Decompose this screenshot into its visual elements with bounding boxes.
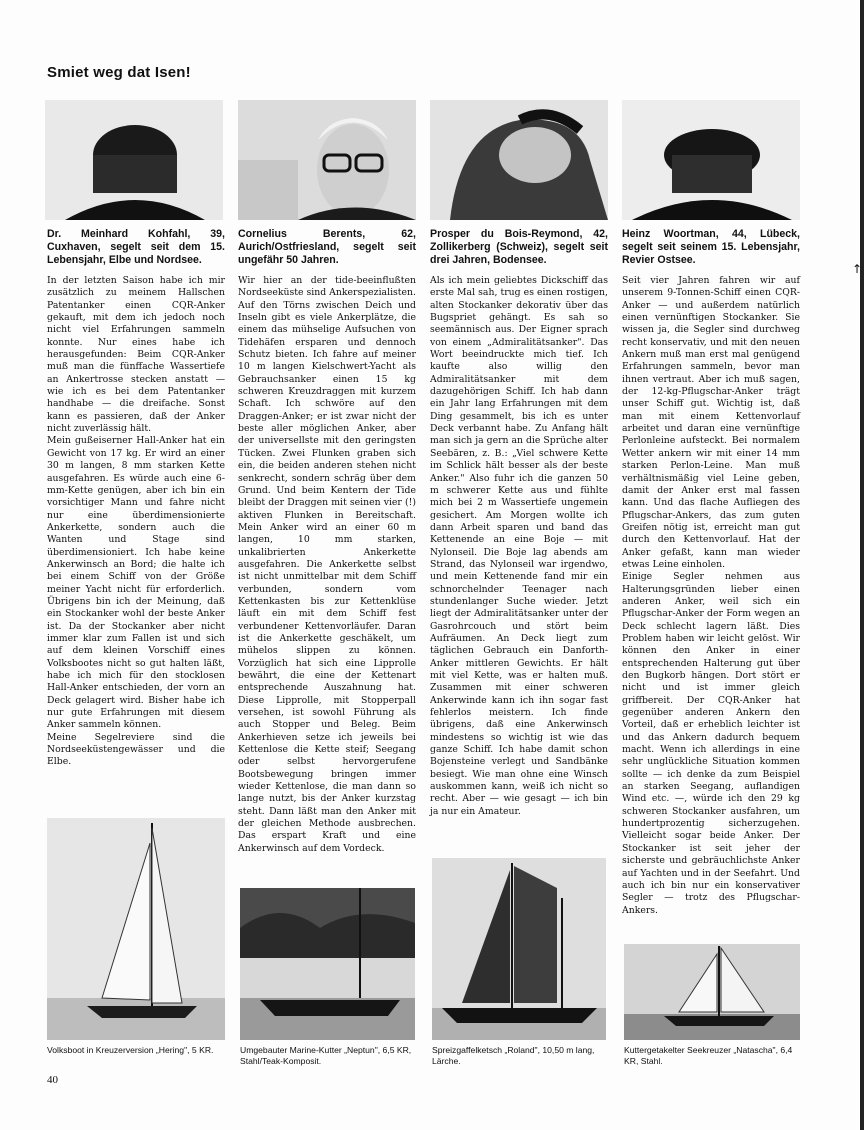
article-text-bois-reymond <box>430 275 608 818</box>
boat-caption-neptun: Umgebauter Marine-Kutter „Neptun", 6,5 KR, Stahl/Teak-Komposit. <box>240 1045 412 1066</box>
paragraph: Mein gußeiserner Hall-Anker hat ein Gewicht von 17 kg. Er wird an einer 30 m langen, 8 mm starken Kette ausgefahren. Es würde auch eine 6-mm-Kette genügen, aber ich bin ein vorsichtiger Mann und fahre nicht nur eine überdimensionierte Ankerkette, sondern auch die Wanten und Stage sind überdimensioniert. Ich habe keine Ankerwinsch an Bord; die halte ich bei einem Schiff von der Größe meiner Yacht nicht für erforderlich. Übrigens bin ich der Meinung, daß ein Stockanker wohl der beste Anker ist. Da der Stockanker aber nicht immer klar zum Fallen ist und sich auf dem kleinen Vorschiff eines Volksbootes nicht so gut halten läßt, habe ich mich für den stocklosen Hall-Anker entschieden, der vorn an Deck gelagert wird. Bisher habe ich nur gute Erfahrungen mit diesem Anker sammeln können. <box>47 435 225 731</box>
caption-kohfahl: Dr. Meinhard Kohfahl, 39, Cuxhaven, segelt seit dem 15. Lebensjahr, Elbe und Nordsee. <box>47 228 225 266</box>
article-text-woortman <box>622 275 800 917</box>
boat-photo-hering <box>47 818 225 1044</box>
page-number: 40 <box>47 1074 58 1086</box>
article-title: Smiet weg dat Isen! <box>47 64 191 81</box>
margin-mark: ↑ <box>851 262 862 276</box>
portrait-photo-woortman <box>622 100 800 220</box>
article-text-kohfahl <box>47 275 225 769</box>
boat-photo-neptun <box>240 888 415 1044</box>
paragraph: In der letzten Saison habe ich mir zusätzlich zu meinem Hallschen Patentanker einen CQR-Anker gekauft, mit dem ich jedoch noch nicht viel Erfahrungen sammeln konnte. Nur eines habe ich herausgefunden: Beim CQR-Anker muß man die fünffache Wassertiefe an Ankertrosse stecken anstatt — wie ich es bei dem Patentanker handhabe — die dreifache. Sonst kann es passieren, daß der Anker nicht zuverlässig hält. <box>47 275 225 435</box>
boat-caption-hering: Volksboot in Kreuzerversion „Hering", 5 KR. <box>47 1045 214 1055</box>
boat-caption-roland: Spreizgaffelketsch „Roland", 10,50 m lang, Lärche. <box>432 1045 595 1066</box>
boat-caption-natascha: Kuttergetakelter Seekreuzer „Natascha", 6,4 KR, Stahl. <box>624 1045 793 1066</box>
portrait-photo-berents <box>238 100 416 220</box>
page-edge-shadow <box>860 0 864 1130</box>
paragraph: Seit vier Jahren fahren wir auf unserem 9-Tonnen-Schiff einen CQR-Anker — und außerdem natürlich einen vernünftigen Stockanker. Sie wissen ja, die Segler sind durchweg recht konservativ, und mit den neuen Ankern muß man erst mal genügend Erfahrungen sammeln, bevor man ihnen vertraut. Aber ich muß sagen, der 12-kg-Pflugschar-Anker trägt unser Schiff gut. Wichtig ist, daß man mit einem Kettenvorlauf arbeitet und daran eine vernünftige Perlonleine aufsteckt. Bei normalem Wetter ankern wir mit einer 14 mm starken Perlon-Leine. Man muß verhältnismäßig viel Leine geben, damit der Anker erst mal fassen kann. Und das flache Aufliegen des Pflugschar-Ankers, das zum guten Greifen nötig ist, erreicht man gut durch den Kettenvorlauf. Hat der Anker gefaßt, kann man wieder etwas Leine einholen. <box>622 275 800 570</box>
paragraph: Wir hier an der tide-beeinflußten Nordseeküste sind Ankerspezialisten. Auf den Törns zwischen Deich und Inseln gibt es viele Ankerplätze, die einem das mühselige Aufsuchen von Tidehäfen ersparen und dennoch Schutz bieten. Ich fahre auf meiner 10 m langen Kielschwert-Yacht als Gebrauchsanker einen 15 kg schweren Kreuzdraggen mit kurzem Schaft. Ich schwöre auf den Draggen-Anker; er ist zwar nicht der beste aller möglichen Anker, aber der universellste mit den geringsten Tücken. Zwei Flunken graben sich ein, die beiden anderen stehen nicht senkrecht, sondern schräg über dem Grund. Und beim Kentern der Tide bleibt der Draggen mit seinen vier (!) aktiven Flunken in Bereitschaft. Mein Anker wird an einer 60 m langen, 10 mm starken, unkalibrierten Ankerkette ausgefahren. Die Ankerkette selbst ist nicht unmittelbar mit dem Schiff verbunden, sondern vom Kettenkasten bis zur Kettenklüse läuft ein mit dem Schiff fest verbundener Kettenvorläufer. Daran ist die Ankerkette geschäkelt, um mühelos slippen zu können. Vorzüglich hat sich eine Lipprolle bewährt, die eine der Kettenart entsprechende Auszahnung hat. Diese Lipprolle, mit Stopperpall versehen, ist sowohl Führung als auch Stopper und Beleg. Beim Ankerhieven setze ich jeweils bei Kettenlose die Kette steif; Seegang oder selbst hervorgerufene Bootsbewegung bringen immer wieder Kettenlose, die man dann so lange nutzt, bis der Anker kurzstag steht. Dann läßt man den Anker mit der gleichen Methode ausbrechen. Das erspart Kraft und eine Ankerwinsch auf dem Vordeck. <box>238 275 416 854</box>
caption-woortman: Heinz Woortman, 44, Lübeck, segelt seit seinem 15. Lebensjahr, Revier Ostsee. <box>622 228 800 266</box>
caption-berents: Cornelius Berents, 62, Aurich/Ostfriesland, segelt seit ungefähr 50 Jahren. <box>238 228 416 266</box>
boat-photo-roland <box>432 858 606 1044</box>
article-text-berents <box>238 275 416 855</box>
caption-bois-reymond: Prosper du Bois-Reymond, 42, Zollikerberg (Schweiz), segelt seit drei Jahren, Bodensee. <box>430 228 608 266</box>
paragraph: Meine Segelreviere sind die Nordseeküstengewässer und die Elbe. <box>47 731 225 768</box>
boat-photo-natascha <box>624 944 800 1044</box>
portrait-photo-kohfahl <box>45 100 223 220</box>
paragraph: Als ich mein geliebtes Dickschiff das erste Mal sah, trug es einen rostigen, alten Stockanker dekorativ über das Bugspriet gehängt. Es sah so seemännisch aus. Der Eigner sprach von einem „Admiralitätsanker". Das Wort beeindruckte mich tief. Ich kaufte also willig den Admiralitätsanker mit dem dazugehörigen Schiff. Ich hab dann ein Jahr lang Erfahrungen mit dem Ding gesammelt, bis ich es unter Deck verbannt habe. Zu Anfang hält man sich ja gern an die Sprüche alter Seebären, z. B.: „Viel schwere Kette im Schlick hält besser als der beste Anker." Also fuhr ich die ganzen 50 m schwerer Kette aus und fühlte mich bei 2 m Wassertiefe ungemein gesichert. Am Morgen wollte ich dann Arbeit sparen und band das Kettenende an eine Boje — mit Nylonseil. Die Boje lag abends am Strand, das Nylonseil war irgendwo, und mein Kettenende fand mir ein schnorchelnder Teenager nach stundenlanger Suche wieder. Jetzt liegt der Admiralitätsanker unter der Gasrohrcouch und stört beim Aufräumen. An Deck liegt zum täglichen Gebrauch ein Danforth-Anker mittleren Gewichts. Er hält mit viel Kette, was er halten muß. Zusammen mit einer schweren Ankerwinde kann ich ihn sogar fast fehlerlos meistern. Ich finde übrigens, daß eine Ankerwinsch mindestens so wichtig ist wie das ganze Schiff. Ich habe damit schon Bojensteine verlegt und Sandbänke besiegt. Wie man ohne eine Winsch auskommen kann, weiß ich nicht so recht. Aber — wie gesagt — ich bin ja nur ein Amateur. <box>430 275 608 817</box>
paragraph: Einige Segler nehmen aus Halterungsgründen lieber einen anderen Anker, weil sich ein Pflugschar-Anker der Form wegen an Deck schlecht lagern läßt. Dies Problem haben wir leicht gelöst. Wir können den Anker in einer entsprechenden Halterung gut über den Bugkorb hängen. Dort stört er nicht und ist immer gleich griffbereit. Der CQR-Anker hat gegenüber anderen Ankern den Vorteil, daß er erheblich leichter ist und das Ankern dadurch bequem macht. Wenn ich allerdings in eine sehr unglückliche Situation kommen sollte — ich denke da zum Beispiel an starken Seegang, auflandigen Wind etc. —, würde ich den 29 kg schweren Stockanker ausfahren, um hundertprozentig sicherzugehen. Vielleicht sogar beide Anker. Der Stockanker ist seit jeher der sicherste und gebräuchlichste Anker auf Yachten und in der Seefahrt. Und auch ich bin nur ein konservativer Segler — trotz des Pflugschar-Ankers. <box>622 571 800 916</box>
portrait-photo-bois-reymond <box>430 100 608 220</box>
